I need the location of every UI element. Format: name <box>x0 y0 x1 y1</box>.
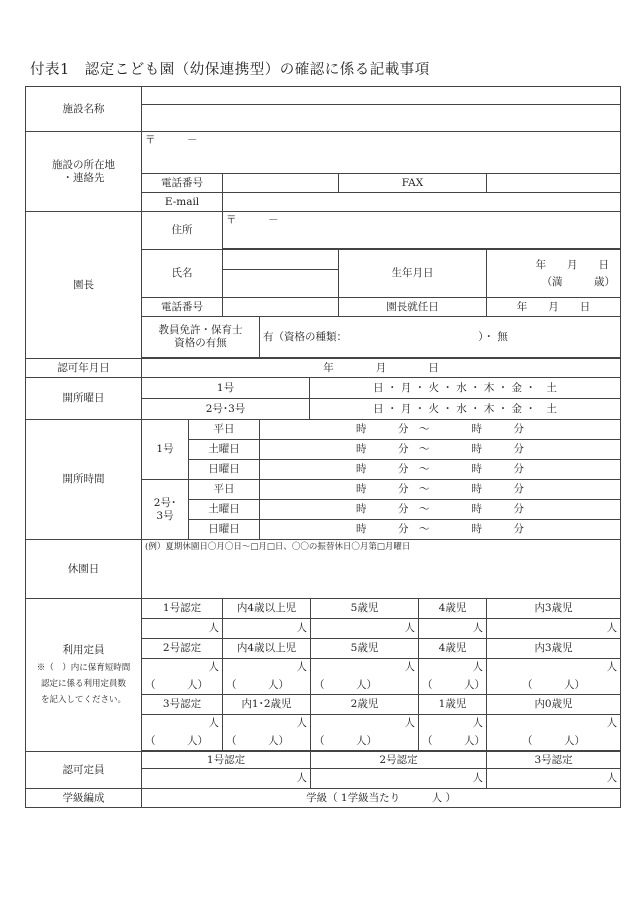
facility-postal-mark: 〒 － <box>145 134 198 146</box>
approval-date-field[interactable] <box>142 359 621 378</box>
capacity-note-line2: 認定に係る利用定員数 <box>40 679 126 690</box>
capacity-type3-age2-value[interactable]: 人 <box>311 715 419 733</box>
open-days-options-2[interactable]: 日 ・ 月 ・ 火 ・ 水 ・ 木 ・ 金 ・ 土 <box>310 399 621 420</box>
approved-type3-header: 3号認定 <box>487 752 621 769</box>
director-name-label: 氏名 <box>142 250 223 298</box>
open-days-type-2: 2号･3号 <box>142 399 310 420</box>
facility-name-field[interactable] <box>142 105 621 132</box>
document-title: 付表1 認定こども園（幼保連携型）の確認に係る記載事項 <box>30 62 430 78</box>
capacity-type1-value[interactable]: 人 <box>142 619 223 639</box>
facility-email-field[interactable] <box>223 193 621 212</box>
open-hours-group-2-line2: 3号 <box>156 509 174 522</box>
director-phone-field[interactable] <box>223 298 339 317</box>
capacity-type3-age1-value[interactable]: 人 <box>419 715 487 733</box>
capacity-type3-age0-header: 内0歳児 <box>487 695 621 715</box>
capacity-type3-age0-value[interactable]: 人 <box>487 715 621 733</box>
capacity-type1-age3-header: 内3歳児 <box>487 599 621 619</box>
facility-fax-label: FAX <box>339 174 487 193</box>
capacity-type2-age4-short-value[interactable]: （ 人） <box>419 677 487 695</box>
capacity-type2-over4-value[interactable]: 人 <box>223 659 311 677</box>
open-hours-time-field[interactable]: 時 分 ～ 時 分 <box>260 460 621 480</box>
capacity-type1-age4-header: 4歳児 <box>419 599 487 619</box>
capacity-type2-over4-short-value[interactable]: （ 人） <box>223 677 311 695</box>
class-org-label: 学級編成 <box>26 789 142 808</box>
class-org-field[interactable] <box>142 789 621 808</box>
director-license-label <box>142 317 260 358</box>
confirmation-form-table <box>25 86 621 808</box>
open-hours-weekday-label: 平日 <box>189 480 260 500</box>
capacity-type3-value[interactable]: 人 <box>142 715 223 733</box>
open-hours-weekday-label: 平日 <box>189 420 260 440</box>
approval-date-value: 年 月 日 <box>323 361 439 374</box>
approved-capacity-label: 認可定員 <box>26 752 142 789</box>
capacity-type3-age2-header: 2歳児 <box>311 695 419 715</box>
director-label: 園長 <box>26 212 142 359</box>
open-hours-time-field[interactable]: 時 分 ～ 時 分 <box>260 440 621 460</box>
facility-fax-field[interactable] <box>487 174 621 193</box>
director-postal-mark: 〒 － <box>226 214 279 226</box>
capacity-type3-age12-header: 内1･2歳児 <box>223 695 311 715</box>
open-hours-time-field[interactable]: 時 分 ～ 時 分 <box>260 420 621 440</box>
capacity-type1-over4-header: 内4歳以上児 <box>223 599 311 619</box>
facility-name-furigana-field[interactable] <box>142 87 621 105</box>
facility-address-field[interactable] <box>142 132 621 174</box>
director-license-label-line1: 教員免許・保育士 <box>158 324 243 337</box>
open-hours-saturday-label: 土曜日 <box>189 440 260 460</box>
capacity-note-line3: を記入してください。 <box>40 695 126 706</box>
approved-type2-header: 2号認定 <box>311 752 487 769</box>
class-org-value: 学級（ 1学級当たり 人 ） <box>306 791 456 804</box>
approval-date-label: 認可年月日 <box>26 359 142 378</box>
capacity-note-line1: ※（ ）内に保育短時間 <box>36 663 131 674</box>
open-hours-label: 開所時間 <box>26 420 142 540</box>
capacity-type2-over4-header: 内4歳以上児 <box>223 639 311 659</box>
director-name-field[interactable] <box>223 270 339 298</box>
capacity-type1-header: 1号認定 <box>142 599 223 619</box>
capacity-type3-short-value[interactable]: （ 人） <box>142 733 223 751</box>
capacity-type2-age4-header: 4歳児 <box>419 639 487 659</box>
capacity-type1-age5-header: 5歳児 <box>311 599 419 619</box>
open-hours-group-1: 1号 <box>142 420 189 480</box>
open-hours-time-field[interactable]: 時 分 ～ 時 分 <box>260 500 621 520</box>
director-appointed-field[interactable] <box>487 298 621 317</box>
open-hours-time-field[interactable]: 時 分 ～ 時 分 <box>260 520 621 540</box>
open-days-label: 開所曜日 <box>26 378 142 420</box>
director-name-furigana-field[interactable] <box>223 250 339 270</box>
capacity-type2-short-value[interactable]: （ 人） <box>142 677 223 695</box>
facility-address-label-line1: 施設の所在地 <box>52 158 115 171</box>
open-hours-time-field[interactable]: 時 分 ～ 時 分 <box>260 480 621 500</box>
capacity-label: 利用定員 <box>62 644 105 657</box>
capacity-type1-over4-value[interactable]: 人 <box>223 619 311 639</box>
approved-type2-value[interactable]: 人 <box>311 769 487 789</box>
capacity-type3-age1-short-value[interactable]: （ 人） <box>419 733 487 751</box>
capacity-type2-age5-value[interactable]: 人 <box>311 659 419 677</box>
approved-type1-header: 1号認定 <box>142 752 311 769</box>
approved-type3-value[interactable]: 人 <box>487 769 621 789</box>
open-days-type-1: 1号 <box>142 378 310 399</box>
director-address-label: 住所 <box>142 212 223 250</box>
facility-address-label-line2: ・連絡先 <box>62 171 105 184</box>
holidays-label: 休園日 <box>26 540 142 599</box>
director-license-value: 有（資格の種類： ）・ 無 <box>263 330 508 343</box>
facility-email-label: E-mail <box>142 193 223 212</box>
director-appointed-label: 園長就任日 <box>339 298 487 317</box>
facility-phone-field[interactable] <box>223 174 339 193</box>
capacity-type3-age2-short-value[interactable]: （ 人） <box>311 733 419 751</box>
capacity-label-cell <box>26 599 142 752</box>
capacity-type2-age4-value[interactable]: 人 <box>419 659 487 677</box>
capacity-type3-age0-short-value[interactable]: （ 人） <box>487 733 621 751</box>
facility-name-label: 施設名称 <box>26 87 142 132</box>
capacity-type3-age12-value[interactable]: 人 <box>223 715 311 733</box>
director-address-field[interactable] <box>223 212 621 249</box>
holidays-field[interactable] <box>142 540 621 599</box>
director-phone-label: 電話番号 <box>142 298 223 317</box>
capacity-type2-age5-header: 5歳児 <box>311 639 419 659</box>
capacity-type1-age5-value[interactable]: 人 <box>311 619 419 639</box>
capacity-type1-age4-value[interactable]: 人 <box>419 619 487 639</box>
capacity-type2-value[interactable]: 人 <box>142 659 223 677</box>
capacity-type1-age3-value[interactable]: 人 <box>487 619 621 639</box>
director-license-label-line2: 資格の有無 <box>174 337 227 349</box>
facility-address-label <box>26 132 142 212</box>
capacity-type2-age3-header: 内3歳児 <box>487 639 621 659</box>
capacity-type3-header: 3号認定 <box>142 695 223 715</box>
capacity-type2-age5-short-value[interactable]: （ 人） <box>311 677 419 695</box>
open-hours-saturday-label: 土曜日 <box>189 500 260 520</box>
director-appointed-value: 年 月 日 <box>516 300 591 313</box>
open-days-options-1[interactable]: 日 ・ 月 ・ 火 ・ 水 ・ 木 ・ 金 ・ 土 <box>310 378 621 399</box>
open-hours-group-2 <box>142 480 189 540</box>
director-license-field[interactable] <box>260 317 621 358</box>
open-hours-group-2-line1: 2号･ <box>153 496 177 509</box>
capacity-type3-age12-short-value[interactable]: （ 人） <box>223 733 311 751</box>
open-hours-sunday-label: 日曜日 <box>189 520 260 540</box>
capacity-type2-age3-short-value[interactable]: （ 人） <box>487 677 621 695</box>
facility-phone-label: 電話番号 <box>142 174 223 193</box>
holidays-example: (例）夏期休園日〇月〇日～□月□日、〇〇の振替休日〇月第□月曜日 <box>145 542 411 552</box>
capacity-type2-header: 2号認定 <box>142 639 223 659</box>
open-hours-sunday-label: 日曜日 <box>189 460 260 480</box>
capacity-type2-age3-value[interactable]: 人 <box>487 659 621 677</box>
director-birth-field[interactable] <box>487 250 621 298</box>
director-age-value: （満 歳） <box>541 275 616 288</box>
director-birth-label: 生年月日 <box>339 250 487 298</box>
approved-type1-value[interactable]: 人 <box>142 769 311 789</box>
capacity-type3-age1-header: 1歳児 <box>419 695 487 715</box>
director-birth-value: 年 月 日 <box>535 258 610 271</box>
